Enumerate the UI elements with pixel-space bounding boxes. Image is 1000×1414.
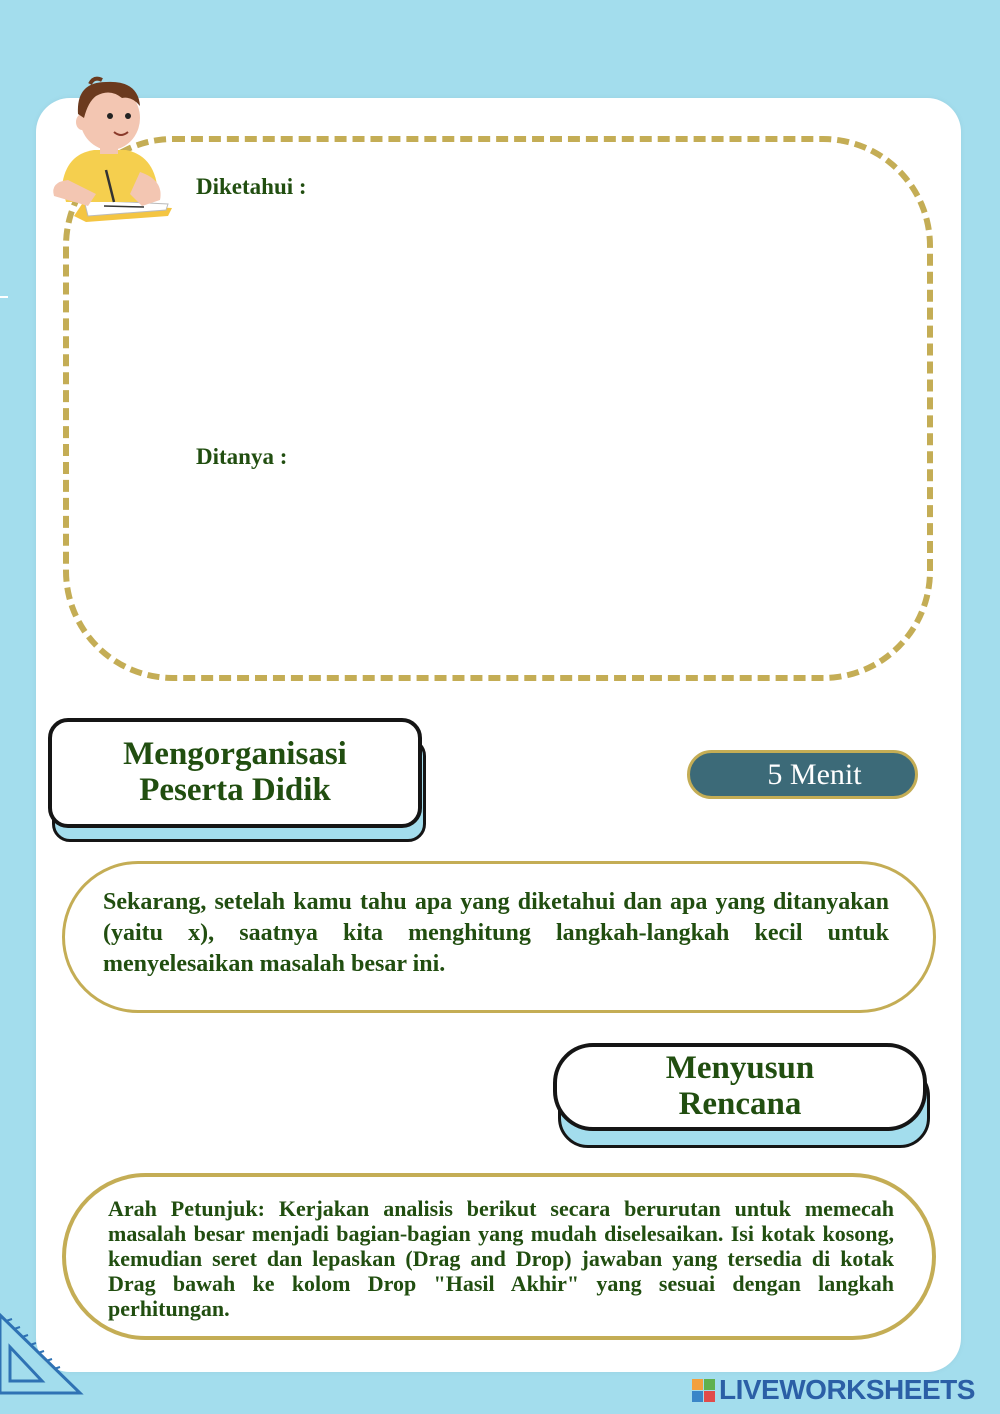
ditanya-label: Ditanya : — [196, 444, 288, 469]
edge-mark — [0, 296, 8, 298]
organize-title-box — [48, 718, 422, 828]
student-writing-illustration — [44, 76, 174, 226]
timer-badge: 5 Menit — [687, 750, 918, 799]
liveworksheets-text: LIVEWORKSHEETS — [719, 1374, 975, 1405]
plan-title-line2: Rencana — [678, 1086, 802, 1122]
organize-title-line2: Peserta Didik — [139, 772, 331, 808]
plan-paragraph: Arah Petunjuk: Kerjakan analisis berikut secara berurutan untuk memecah masalah besar menjadi bagian-bagian yang mudah diselesaikan. Isi kotak kosong, kemudian seret dan lepaskan (Drag and Drop) jawaban yang tersedia di kotak Drag bawah ke kolom Drop "Hasil Akhir" yang sesuai dengan langkah perhitungan. — [108, 1196, 894, 1321]
liveworksheets-logo-icon — [692, 1379, 715, 1402]
organize-paragraph: Sekarang, setelah kamu tahu apa yang diketahui dan apa yang ditanyakan (yaitu x), saatnya kita menghitung langkah-langkah kecil untuk menyelesaikan masalah besar ini. — [103, 889, 889, 977]
organize-info-box — [62, 861, 936, 1013]
diketahui-label: Diketahui : — [196, 174, 307, 199]
plan-info-box — [62, 1173, 936, 1340]
set-square-ruler-icon — [0, 1305, 84, 1397]
plan-title-box — [553, 1043, 927, 1131]
liveworksheets-watermark[interactable] — [692, 1374, 975, 1406]
known-asked-box — [63, 136, 933, 681]
organize-title-line1: Mengorganisasi — [123, 736, 347, 773]
plan-title-line1: Menyusun — [665, 1050, 815, 1087]
